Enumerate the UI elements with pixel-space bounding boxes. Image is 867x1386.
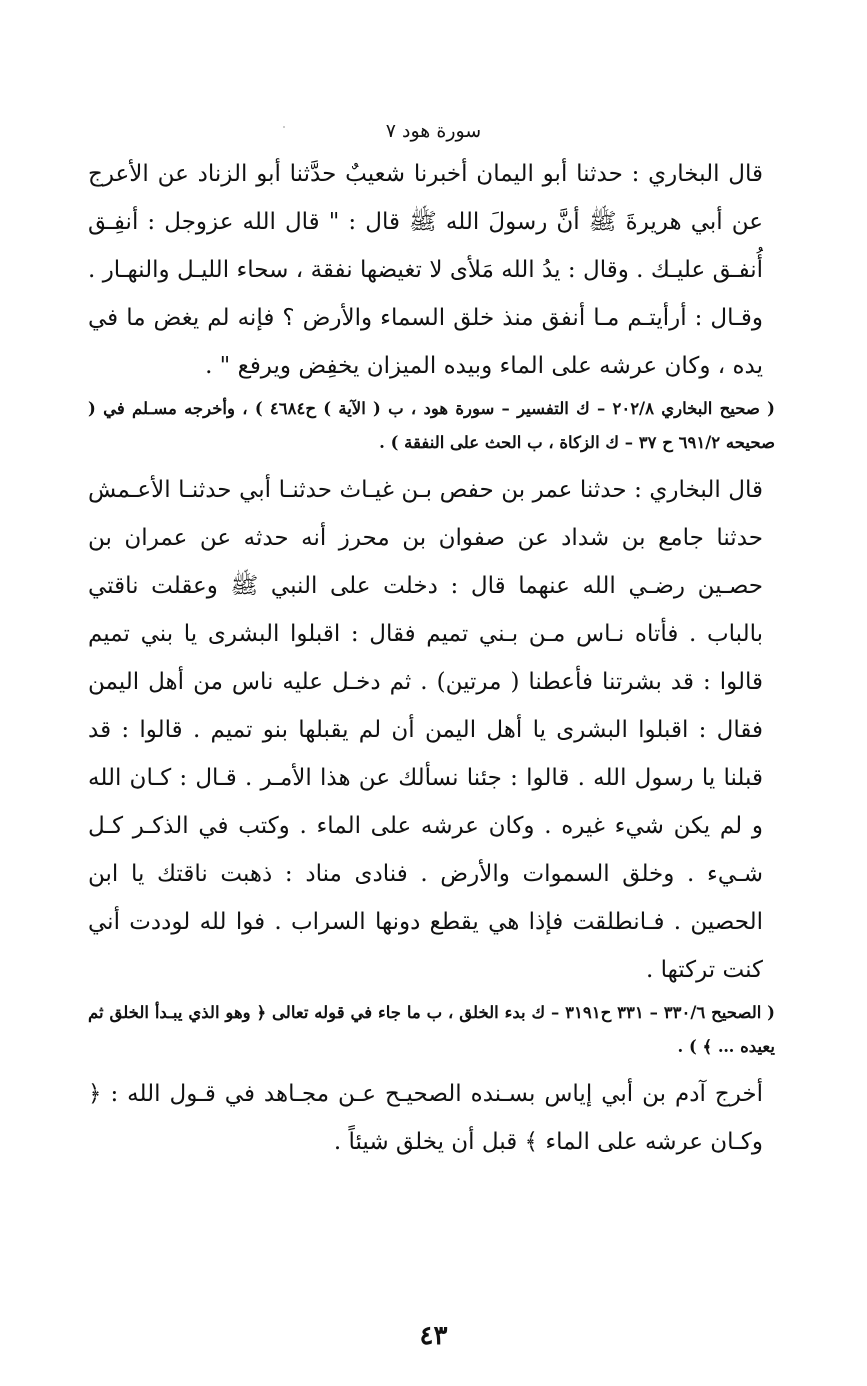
citation-2: ( الصحيح ٣٣٠/٦ – ٣٣١ ح٣١٩١ – ك بدء الخلق ، ب ما جاء في قوله تعالى ﴿ وهو الذي يبـدأ الخلق ثم يعيده … ﴾ ) . [88, 1003, 775, 1056]
hadith-paragraph-2: قال البخاري : حدثنا عمر بن حفص بـن غيـاث حدثنـا أبي حدثنـا الأعـمش حدثنا جامع بن شداد عن صفوان بن محرز أنه حدثه عن عمران بن حصـين رضـي الله عنهما قال : دخلت على النبي ﷺ وعقلت ناقتي بالباب . فأتاه نـاس مـن بـني تميم فقال : اقبلوا البشرى يا بني تميم قالوا : قد بشرتنا فأعطنا ( مرتين) . ثم دخـل عليه ناس من أهل اليمن فقال : اقبلوا البشرى يا أهل اليمن أن لم يقبلها بنو تميم . قالوا : قد قبلنا يا رسول الله . قالوا : جئنا نسألك عن هذا الأمـر . قـال : كـان الله و لم يكن شيء غيره . وكان عرشه على الماء . وكتب في الذكـر كـل شـيء . وخلق السموات والأرض . فنادى مناد : ذهبت ناقتك يا ابن الحصين . فـانطلقت فإذا هي يقطع دونها السراب . فوا لله لوددت أني كنت تركتها . [88, 477, 763, 983]
page-body [88, 150, 775, 1166]
page-number: ٤٣ [419, 1321, 448, 1351]
hadith-paragraph-3: أخرج آدم بن أبي إياس بسـنده الصحيـح عـن مجـاهد في قـول الله : ﴿ وكـان عرشه على الماء ﴾ قبل أن يخلق شيئاً . [88, 1081, 763, 1155]
hadith-paragraph-1: قال البخاري : حدثنا أبو اليمان أخبرنا شعيبٌ حدَّثنا أبو الزناد عن الأعرج عن أبي هريرةَ ﷺ أنَّ رسولَ الله ﷺ قال : " قال الله عزوجل : أنفِـق أُنفـق عليـك . وقال : يدُ الله مَلأى لا تغيضها نفقة ، سحاء الليـل والنهـار . وقـال : أرأيتـم مـا أنفق منذ خلق السماء والأرض ؟ فإنه لم يغض ما في يده ، وكان عرشه على الماء وبيده الميزان يخفِض ويرفع " . [88, 161, 763, 379]
citation-1: ( صحيح البخاري ٢٠٢/٨ – ك التفسير – سورة هود ، ب ( الآية ) ح٤٦٨٤ ) ، وأخرجه مسـلم في ( صحيحه ٦٩١/٢ ح ٣٧ – ك الزكاة ، ب الحث على النفقة ) . [88, 399, 775, 452]
running-header: سورة هود ٧ [385, 120, 482, 142]
